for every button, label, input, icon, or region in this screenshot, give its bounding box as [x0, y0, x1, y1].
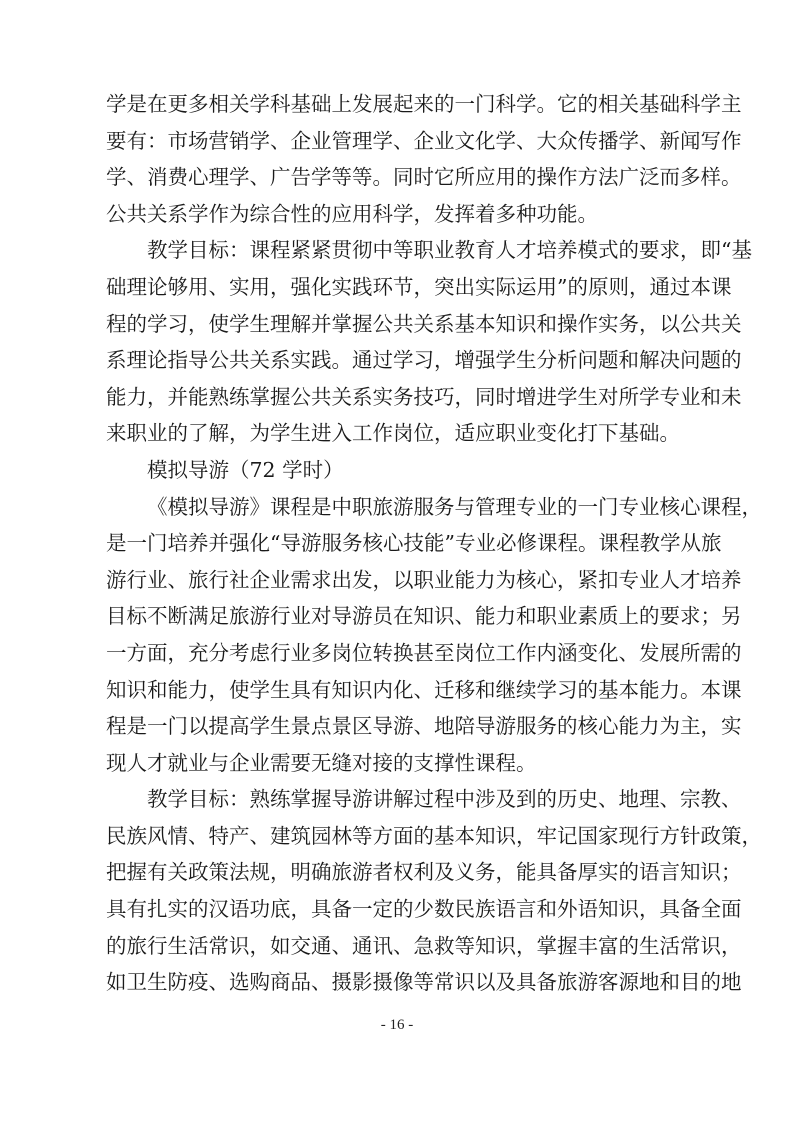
text-line: 具有扎实的汉语功底，具备一定的少数民族语言和外语知识，具备全面: [106, 897, 742, 922]
text-line: 公共关系学作为综合性的应用科学，发挥着多种功能。: [106, 201, 598, 226]
text-line: 教学目标：熟练掌握导游讲解过程中涉及到的历史、地理、宗教、: [147, 787, 742, 812]
paragraph: [106, 232, 752, 452]
paragraph: [106, 781, 762, 1001]
text-line: 游行业、旅行社企业需求出发，以职业能力为核心，紧扣专业人才培养: [106, 567, 742, 592]
text-line: 来职业的了解，为学生进入工作岗位，适应职业变化打下基础。: [106, 421, 680, 446]
text-line: 能力，并能熟练掌握公共关系实务技巧，同时增进学生对所学专业和未: [106, 384, 742, 409]
text-line: 《模拟导游》课程是中职旅游服务与管理专业的一门专业核心课程，: [147, 494, 762, 519]
text-line: 础理论够用、实用，强化实践环节，突出实际运用”的原则，通过本课: [106, 274, 732, 299]
text-line: 如卫生防疫、选购商品、摄影摄像等常识以及具备旅游客源地和目的地: [106, 970, 742, 995]
paragraph: [106, 489, 762, 782]
text-line: 目标不断满足旅游行业对导游员在知识、能力和职业素质上的要求；另: [106, 604, 742, 629]
text-line: 程的学习，使学生理解并掌握公共关系基本知识和操作实务，以公共关: [106, 311, 742, 336]
text-line: 现人才就业与企业需要无缝对接的支撑性课程。: [106, 750, 537, 775]
heading-text: 模拟导游（72 学时）: [147, 457, 344, 482]
text-line: 系理论指导公共关系实践。通过学习，增强学生分析问题和解决问题的: [106, 348, 742, 373]
page-body: [106, 86, 762, 1001]
text-line: 的旅行生活常识，如交通、通讯、急救等知识，掌握丰富的生活常识，: [106, 933, 742, 958]
text-line: 学是在更多相关学科基础上发展起来的一门科学。它的相关基础科学主: [106, 92, 742, 116]
text-line: 学、消费心理学、广告学等等。同时它所应用的操作方法广泛而多样。: [106, 165, 742, 190]
text-line: 民族风情、特产、建筑园林等方面的基本知识，牢记国家现行方针政策，: [106, 823, 762, 848]
text-line: 程是一门以提高学生景点景区导游、地陪导游服务的核心能力为主，实: [106, 714, 742, 739]
text-line: 是一门培养并强化“导游服务核心技能”专业必修课程。课程教学从旅: [106, 531, 722, 556]
text-line: 把握有关政策法规，明确旅游者权利及义务，能具备厚实的语言知识；: [106, 860, 742, 885]
text-line: 教学目标：课程紧紧贯彻中等职业教育人才培养模式的要求，即“基: [147, 238, 752, 263]
paragraph: [106, 86, 742, 232]
text-line: 要有：市场营销学、企业管理学、企业文化学、大众传播学、新闻写作: [106, 128, 742, 153]
page-number: - 16 -: [380, 1017, 414, 1033]
text-line: 一方面，充分考虑行业多岗位转换甚至岗位工作内涵变化、发展所需的: [106, 640, 742, 665]
section-heading: [106, 452, 692, 489]
text-line: 知识和能力，使学生具有知识内化、迁移和继续学习的基本能力。本课: [106, 677, 742, 702]
